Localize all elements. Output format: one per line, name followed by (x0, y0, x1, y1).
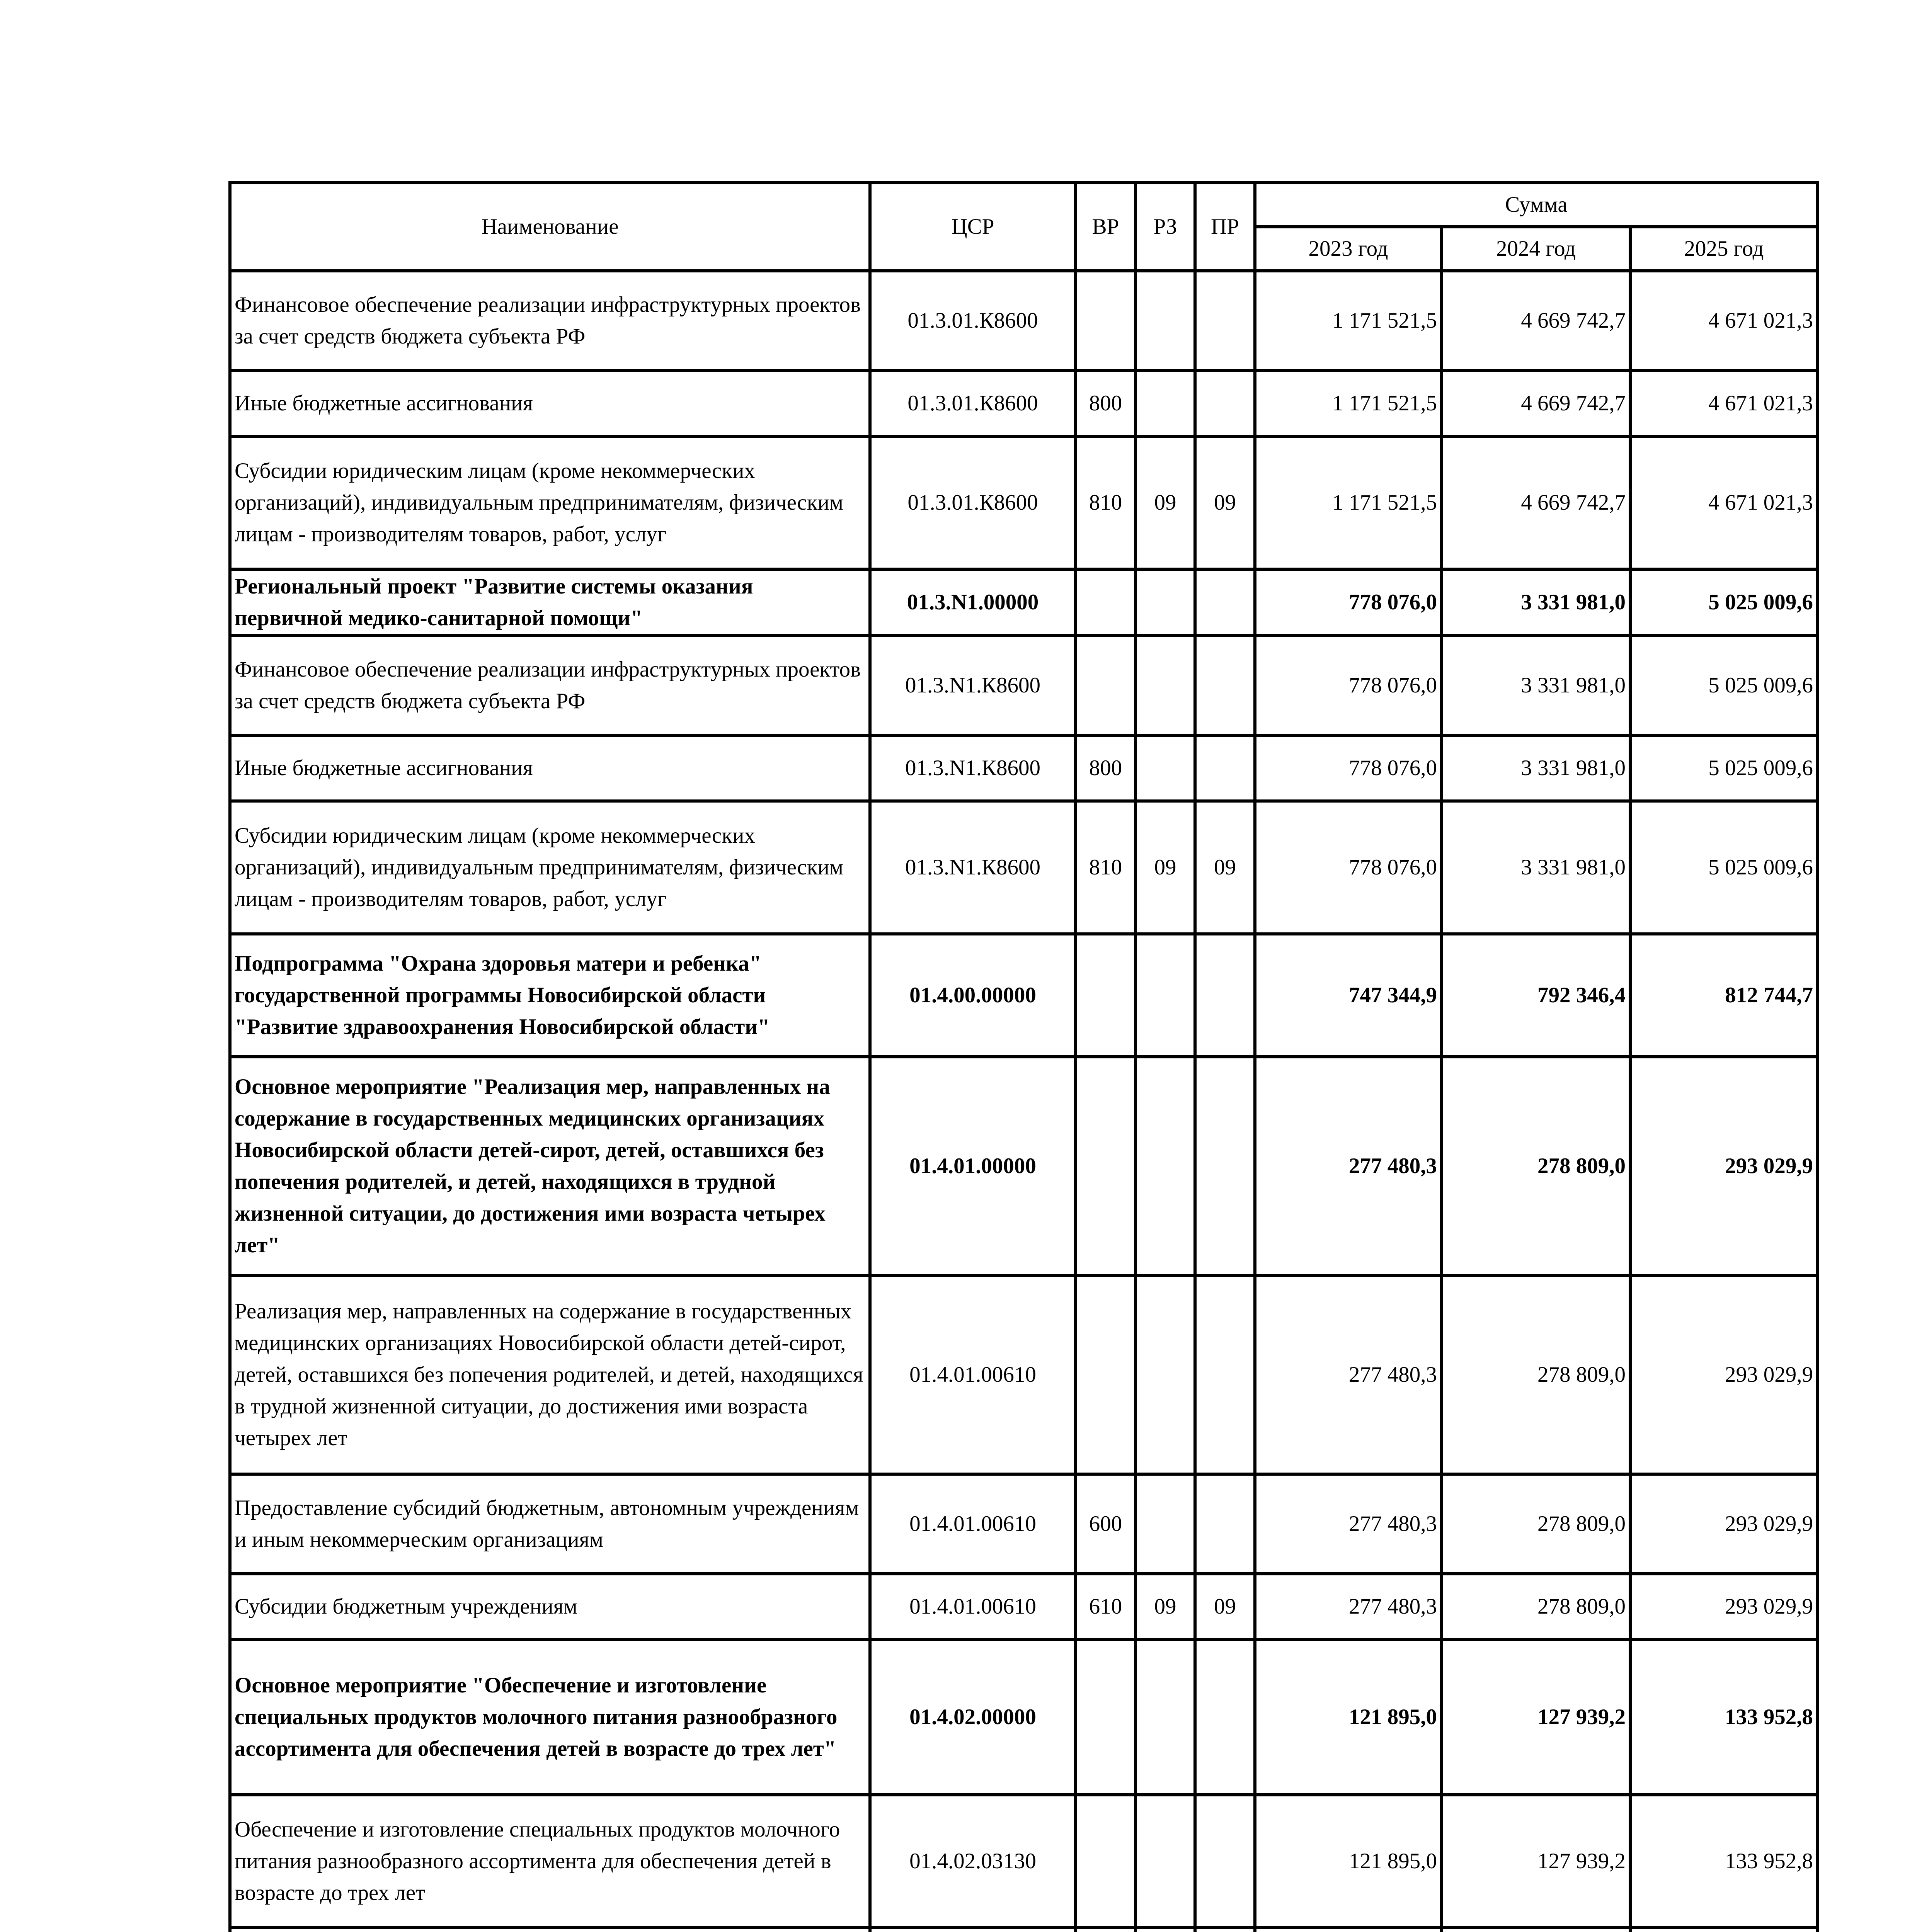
cell-vr: 810 (1076, 436, 1136, 569)
cell-rz (1136, 371, 1195, 436)
cell-csr: 01.3.01.К8600 (870, 371, 1076, 436)
header-name: Наименование (230, 183, 870, 271)
cell-y2024: 3 331 981,0 (1442, 636, 1630, 735)
cell-name: Предоставление субсидий бюджетным, автономным учреждениям и иным некоммерческим организациям (230, 1474, 870, 1574)
cell-y2024 (1442, 1928, 1630, 1932)
cell-name: Финансовое обеспечение реализации инфраструктурных проектов за счет средств бюджета субъекта РФ (230, 636, 870, 735)
cell-y2023: 121 895,0 (1255, 1639, 1442, 1795)
cell-pr (1195, 1057, 1255, 1276)
cell-y2025: 5 025 009,6 (1630, 735, 1818, 801)
cell-pr (1195, 1928, 1255, 1932)
cell-rz (1136, 1928, 1195, 1932)
cell-y2023: 778 076,0 (1255, 801, 1442, 934)
cell-vr (1076, 1276, 1136, 1474)
cell-y2023: 277 480,3 (1255, 1276, 1442, 1474)
cell-name: Иные бюджетные ассигнования (230, 735, 870, 801)
cell-y2023: 778 076,0 (1255, 569, 1442, 636)
cell-y2024: 127 939,2 (1442, 1639, 1630, 1795)
cell-y2024: 4 669 742,7 (1442, 271, 1630, 371)
table-row (230, 636, 1818, 735)
cell-pr (1195, 569, 1255, 636)
cell-y2024: 4 669 742,7 (1442, 371, 1630, 436)
cell-name: Региональный проект "Развитие системы оказания первичной медико-санитарной помощи" (230, 569, 870, 636)
header-csr: ЦСР (870, 183, 1076, 271)
cell-rz (1136, 636, 1195, 735)
cell-vr (1076, 636, 1136, 735)
cell-rz (1136, 934, 1195, 1057)
cell-pr (1195, 934, 1255, 1057)
cell-pr: 09 (1195, 1574, 1255, 1639)
cell-pr (1195, 735, 1255, 801)
cell-csr: 01.3.N1.К8600 (870, 801, 1076, 934)
table-body (230, 271, 1818, 1932)
cell-vr (1076, 1795, 1136, 1928)
table-row (230, 1639, 1818, 1795)
cell-name: Основное мероприятие "Реализация мер, направленных на содержание в государственных медицинских организациях Новосибирской области детей-сирот, детей, оставшихся без попечения родителей, и детей, находящихся в трудной жизненной ситуации, до достижения ими возраста четырех лет" (230, 1057, 870, 1276)
cell-rz (1136, 1639, 1195, 1795)
cell-pr: 09 (1195, 801, 1255, 934)
table-row (230, 371, 1818, 436)
cell-pr (1195, 1474, 1255, 1574)
cell-y2023: 1 171 521,5 (1255, 271, 1442, 371)
header-year-2023: 2023 год (1255, 227, 1442, 271)
cell-y2025: 133 952,8 (1630, 1795, 1818, 1928)
cell-pr (1195, 636, 1255, 735)
cell-y2025: 812 744,7 (1630, 934, 1818, 1057)
cell-y2024: 278 809,0 (1442, 1057, 1630, 1276)
cell-y2024: 3 331 981,0 (1442, 801, 1630, 934)
cell-vr (1076, 1057, 1136, 1276)
cell-y2023: 778 076,0 (1255, 735, 1442, 801)
cell-csr (870, 1928, 1076, 1932)
header-pr: ПР (1195, 183, 1255, 271)
table-row (230, 569, 1818, 636)
cell-csr: 01.4.02.00000 (870, 1639, 1076, 1795)
table-row (230, 1795, 1818, 1928)
cell-csr: 01.3.N1.00000 (870, 569, 1076, 636)
table-row (230, 735, 1818, 801)
cell-y2024: 278 809,0 (1442, 1474, 1630, 1574)
cell-name: Обеспечение и изготовление специальных продуктов молочного питания разнообразного ассортимента для обеспечения детей в возрасте до трех лет (230, 1795, 870, 1928)
cell-vr: 810 (1076, 801, 1136, 934)
table-row (230, 934, 1818, 1057)
cell-pr (1195, 1276, 1255, 1474)
cell-y2023: 1 171 521,5 (1255, 436, 1442, 569)
header-vr: ВР (1076, 183, 1136, 271)
cell-name: Субсидии юридическим лицам (кроме некоммерческих организаций), индивидуальным предпринимателям, физическим лицам - производителям товаров, работ, услуг (230, 436, 870, 569)
cell-vr: 800 (1076, 735, 1136, 801)
cell-y2024: 3 331 981,0 (1442, 569, 1630, 636)
cell-name: Иные бюджетные ассигнования (230, 371, 870, 436)
cell-rz (1136, 1276, 1195, 1474)
cell-name: Субсидии бюджетным учреждениям (230, 1574, 870, 1639)
cell-vr (1076, 569, 1136, 636)
header-rz: РЗ (1136, 183, 1195, 271)
cell-csr: 01.4.01.00610 (870, 1276, 1076, 1474)
cell-csr: 01.3.01.К8600 (870, 436, 1076, 569)
cell-y2024: 127 939,2 (1442, 1795, 1630, 1928)
cell-y2023: 747 344,9 (1255, 934, 1442, 1057)
cell-pr (1195, 1795, 1255, 1928)
cell-csr: 01.4.00.00000 (870, 934, 1076, 1057)
header-sum: Сумма (1255, 183, 1818, 227)
cell-y2025: 133 952,8 (1630, 1639, 1818, 1795)
cell-name: Подпрограмма "Охрана здоровья матери и ребенка" государственной программы Новосибирской области "Развитие здравоохранения Новосибирской области" (230, 934, 870, 1057)
cell-name: Субсидии юридическим лицам (кроме некоммерческих организаций), индивидуальным предпринимателям, физическим лицам - производителям товаров, работ, услуг (230, 801, 870, 934)
cell-name (230, 1928, 870, 1932)
cell-y2025: 5 025 009,6 (1630, 801, 1818, 934)
budget-table (228, 181, 1819, 1932)
cell-y2023: 277 480,3 (1255, 1057, 1442, 1276)
cell-y2023: 277 480,3 (1255, 1574, 1442, 1639)
cell-rz (1136, 735, 1195, 801)
cell-y2025 (1630, 1928, 1818, 1932)
table-row (230, 1928, 1818, 1932)
cell-y2024: 4 669 742,7 (1442, 436, 1630, 569)
cell-name: Финансовое обеспечение реализации инфраструктурных проектов за счет средств бюджета субъекта РФ (230, 271, 870, 371)
cell-name: Основное мероприятие "Обеспечение и изготовление специальных продуктов молочного питания разнообразного ассортимента для обеспечения детей в возрасте до трех лет" (230, 1639, 870, 1795)
table-row (230, 801, 1818, 934)
cell-y2023 (1255, 1928, 1442, 1932)
table-row (230, 271, 1818, 371)
cell-pr (1195, 1639, 1255, 1795)
cell-y2025: 293 029,9 (1630, 1276, 1818, 1474)
cell-pr: 09 (1195, 436, 1255, 569)
cell-y2025: 4 671 021,3 (1630, 371, 1818, 436)
cell-y2025: 4 671 021,3 (1630, 436, 1818, 569)
cell-y2023: 121 895,0 (1255, 1795, 1442, 1928)
cell-rz (1136, 1795, 1195, 1928)
cell-y2024: 278 809,0 (1442, 1574, 1630, 1639)
cell-y2023: 778 076,0 (1255, 636, 1442, 735)
cell-rz (1136, 1474, 1195, 1574)
cell-y2024: 3 331 981,0 (1442, 735, 1630, 801)
cell-y2025: 5 025 009,6 (1630, 569, 1818, 636)
cell-y2024: 792 346,4 (1442, 934, 1630, 1057)
cell-vr (1076, 1928, 1136, 1932)
cell-name: Реализация мер, направленных на содержание в государственных медицинских организациях Новосибирской области детей-сирот, детей, оставшихся без попечения родителей, и детей, находящихся в трудной жизненной ситуации, до достижения ими возраста четырех лет (230, 1276, 870, 1474)
table-row (230, 436, 1818, 569)
cell-y2025: 5 025 009,6 (1630, 636, 1818, 735)
cell-y2025: 293 029,9 (1630, 1057, 1818, 1276)
cell-y2023: 277 480,3 (1255, 1474, 1442, 1574)
header-year-2025: 2025 год (1630, 227, 1818, 271)
cell-y2025: 4 671 021,3 (1630, 271, 1818, 371)
cell-rz (1136, 1057, 1195, 1276)
cell-csr: 01.4.01.00610 (870, 1574, 1076, 1639)
cell-rz (1136, 271, 1195, 371)
cell-pr (1195, 271, 1255, 371)
cell-vr (1076, 934, 1136, 1057)
cell-rz: 09 (1136, 436, 1195, 569)
header-year-2024: 2024 год (1442, 227, 1630, 271)
cell-y2025: 293 029,9 (1630, 1474, 1818, 1574)
cell-y2025: 293 029,9 (1630, 1574, 1818, 1639)
cell-rz: 09 (1136, 801, 1195, 934)
cell-rz: 09 (1136, 1574, 1195, 1639)
cell-csr: 01.3.N1.К8600 (870, 735, 1076, 801)
cell-y2024: 278 809,0 (1442, 1276, 1630, 1474)
cell-vr: 800 (1076, 371, 1136, 436)
table-row (230, 1057, 1818, 1276)
table-row (230, 1574, 1818, 1639)
cell-vr (1076, 271, 1136, 371)
cell-y2023: 1 171 521,5 (1255, 371, 1442, 436)
cell-vr: 610 (1076, 1574, 1136, 1639)
cell-csr: 01.4.01.00000 (870, 1057, 1076, 1276)
cell-csr: 01.4.01.00610 (870, 1474, 1076, 1574)
cell-rz (1136, 569, 1195, 636)
cell-csr: 01.3.01.К8600 (870, 271, 1076, 371)
table-row (230, 1276, 1818, 1474)
cell-csr: 01.4.02.03130 (870, 1795, 1076, 1928)
cell-vr: 600 (1076, 1474, 1136, 1574)
table-row (230, 1474, 1818, 1574)
cell-pr (1195, 371, 1255, 436)
cell-csr: 01.3.N1.К8600 (870, 636, 1076, 735)
cell-vr (1076, 1639, 1136, 1795)
